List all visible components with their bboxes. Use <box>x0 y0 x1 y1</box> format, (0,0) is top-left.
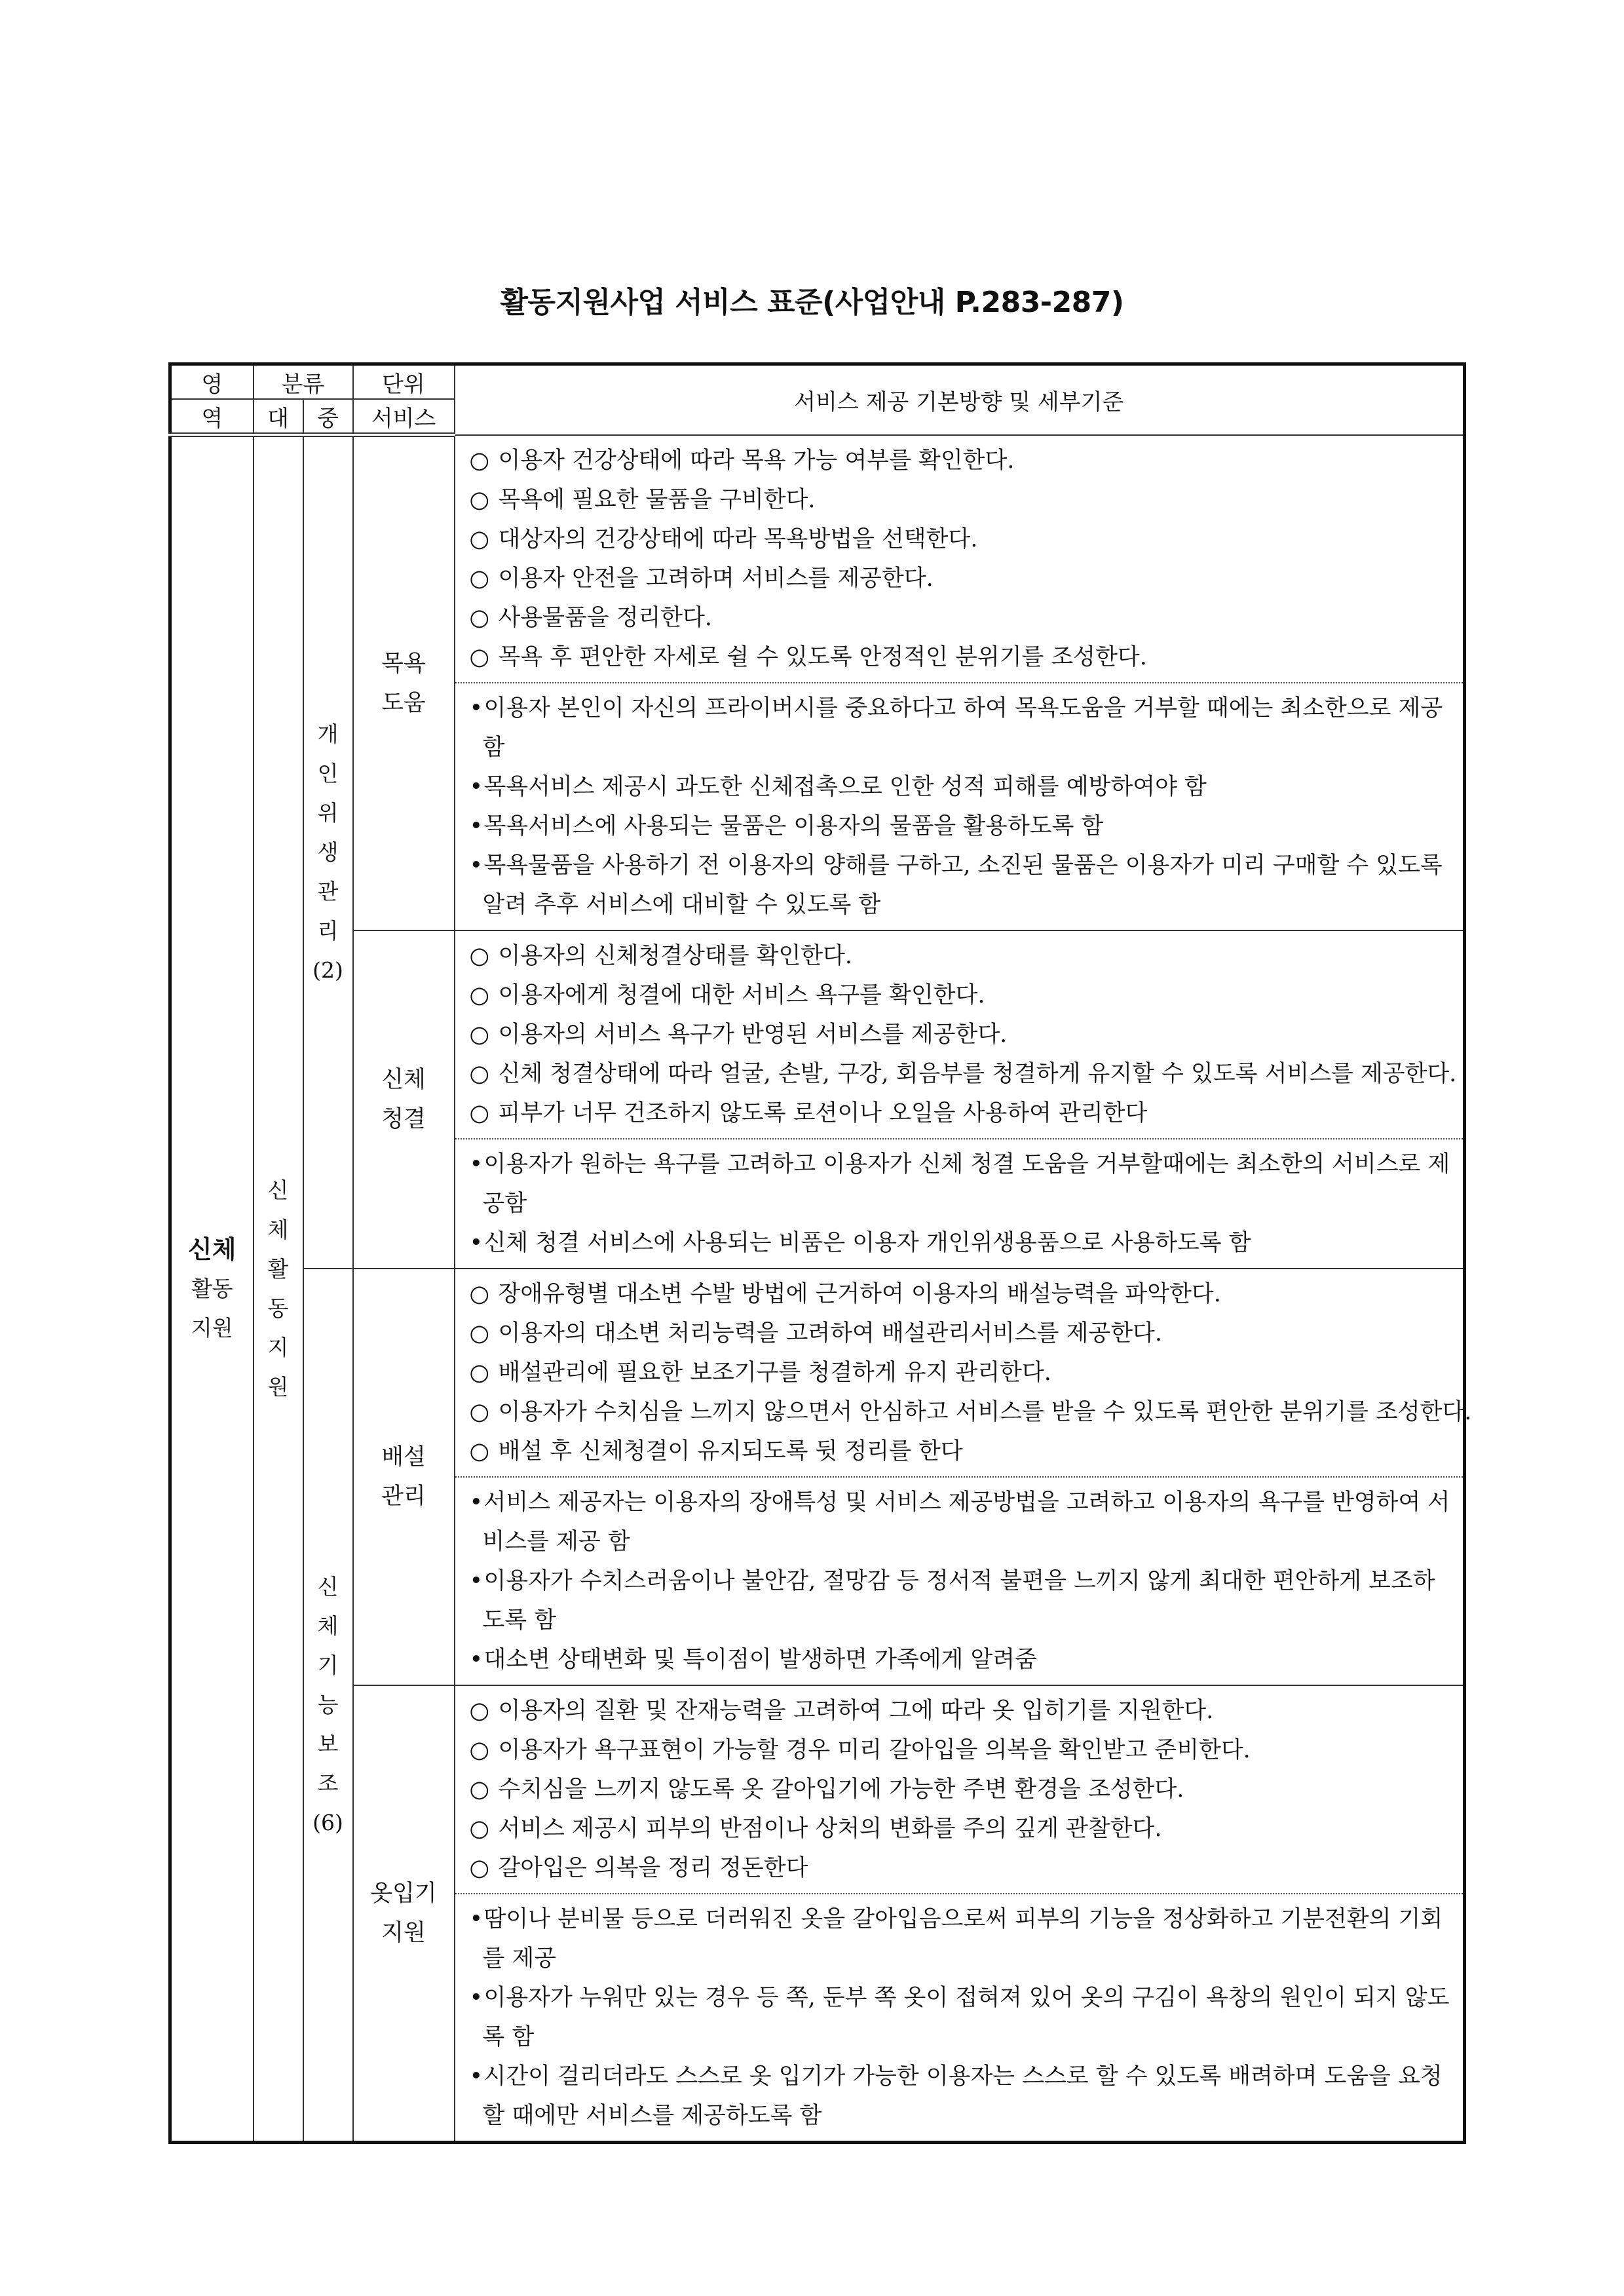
header-standard: 서비스 제공 기본방향 및 세부기준 <box>455 364 1465 435</box>
circle-marker-icon: ○ <box>469 1021 490 1048</box>
direction-item <box>469 1054 1457 1094</box>
middle-cell <box>303 1269 353 2143</box>
direction-text: 이용자가 욕구표현이 가능할 경우 미리 갈아입을 의복을 확인받고 준비한다. <box>498 1736 1251 1763</box>
service-row <box>170 435 1465 930</box>
circle-marker-icon: ○ <box>469 526 490 552</box>
criterion-item <box>470 2057 1451 2135</box>
direction-text: 배설 후 신체청결이 유지되도록 뒷 정리를 한다 <box>498 1438 963 1464</box>
criterion-item <box>470 1978 1451 2057</box>
standard-content <box>470 441 1451 925</box>
bullet-icon: • <box>469 1646 483 1673</box>
direction-text: 피부가 너무 건조하지 않도록 로션이나 오일을 사용하여 관리한다 <box>498 1100 1148 1126</box>
direction-text: 갈아입은 의복을 정리 정돈한다 <box>498 1854 808 1881</box>
unit-service-name <box>354 1438 454 1516</box>
bullet-icon: • <box>469 813 483 839</box>
unit-service-name-line: 배설 <box>381 1444 426 1470</box>
direction-text: 이용자에게 청결에 대한 서비스 욕구를 확인한다. <box>498 982 985 1008</box>
circle-marker-icon: ○ <box>469 982 490 1008</box>
bullet-icon: • <box>469 1489 483 1516</box>
unit-service-name-line: 목욕 <box>381 650 426 677</box>
direction-text: 사용물품을 정리한다. <box>498 604 713 631</box>
direction-item <box>470 1094 1451 1133</box>
major-char: 원 <box>267 1373 289 1400</box>
circle-marker-icon: ○ <box>469 1100 490 1126</box>
criterion-item <box>470 1640 1451 1679</box>
direction-text: 신체 청결상태에 따라 얼굴, 손발, 구강, 회음부를 청결하게 유지할 수 있도록 서비스를 제공한다. <box>498 1060 1457 1087</box>
middle-char: 조 <box>317 1770 339 1796</box>
middle-char: 기 <box>317 1652 339 1678</box>
criterion-item <box>470 1561 1451 1640</box>
direction-item <box>470 1848 1451 1888</box>
unit-service-name <box>354 1060 454 1139</box>
section-divider <box>455 1893 1463 1894</box>
criterion-text: 대소변 상태변화 및 특이점이 발생하면 가족에게 알려줌 <box>483 1646 1037 1673</box>
circle-marker-icon: ○ <box>469 1854 490 1881</box>
middle-char: 체 <box>317 1613 339 1639</box>
bullet-icon: • <box>469 1984 483 2011</box>
criterion-text: 신체 청결 서비스에 사용되는 비품은 이용자 개인위생용품으로 사용하도록 함 <box>483 1229 1251 1256</box>
document-title: 활동지원사업 서비스 표준(사업안내 P.283-287) <box>500 286 1124 319</box>
area-sub-2: 지원 <box>191 1314 233 1341</box>
major-char: 활 <box>267 1255 289 1282</box>
bullet-icon: • <box>469 773 483 800</box>
unit-service-name-line: 도움 <box>381 689 426 716</box>
direction-item <box>470 520 1451 559</box>
criterion-text: 목욕서비스에 사용되는 물품은 이용자의 물품을 활용하도록 함 <box>483 813 1104 839</box>
unit-service-cell <box>353 930 455 1269</box>
direction-item <box>470 1770 1451 1809</box>
direction-item <box>470 976 1451 1015</box>
middle-char: 개 <box>317 721 339 747</box>
bullet-icon: • <box>469 695 483 721</box>
direction-item <box>470 1314 1451 1353</box>
direction-item <box>470 441 1451 480</box>
standard-cell <box>455 930 1465 1269</box>
unit-service-name-line: 신체 <box>381 1066 426 1093</box>
direction-text: 수치심을 느끼지 않도록 옷 갈아입기에 가능한 주변 환경을 조성한다. <box>498 1776 1184 1803</box>
criterion-text: 목욕서비스 제공시 과도한 신체접촉으로 인한 성적 피해를 예방하여야 함 <box>483 773 1207 800</box>
bullet-icon: • <box>469 1151 483 1177</box>
criterion-item <box>470 767 1451 807</box>
criterion-text: 이용자 본인이 자신의 프라이버시를 중요하다고 하여 목욕도움을 거부할 때에는 최소한으로 제공함 <box>482 695 1443 761</box>
circle-marker-icon: ○ <box>469 643 490 670</box>
area-main: 신체 <box>188 1234 236 1264</box>
direction-text: 장애유형별 대소변 수발 방법에 근거하여 이용자의 배설능력을 파악한다. <box>498 1280 1221 1307</box>
service-row <box>170 1269 1465 1685</box>
circle-marker-icon: ○ <box>469 604 490 631</box>
criterion-text: 시간이 걸리더라도 스스로 옷 입기가 가능한 이용자는 스스로 할 수 있도록 배려하며 도움을 요청할 때에만 서비스를 제공하도록 함 <box>482 2063 1443 2129</box>
direction-text: 이용자 안전을 고려하며 서비스를 제공한다. <box>498 565 934 592</box>
criterion-text: 이용자가 수치스러움이나 불안감, 절망감 등 정서적 불편을 느끼지 않게 최대한 편안하게 보조하도록 함 <box>482 1567 1435 1634</box>
direction-item <box>470 559 1451 598</box>
direction-text: 이용자의 서비스 욕구가 반영된 서비스를 제공한다. <box>498 1021 1008 1048</box>
major-label <box>254 1171 303 1407</box>
major-cell <box>254 435 303 2143</box>
unit-service-cell <box>353 435 455 930</box>
middle-char: 리 <box>317 917 339 944</box>
standard-cell <box>455 1685 1465 2143</box>
standard-content <box>470 1691 1451 2135</box>
criterion-text: 이용자가 원하는 욕구를 고려하고 이용자가 신체 청결 도움을 거부할때에는 최소한의 서비스로 제공함 <box>482 1151 1450 1217</box>
middle-char: 보 <box>317 1731 339 1757</box>
middle-char: 능 <box>317 1691 339 1717</box>
direction-item <box>470 480 1451 520</box>
circle-marker-icon: ○ <box>469 942 490 969</box>
header-major: 대 <box>254 399 303 435</box>
direction-item <box>470 936 1451 976</box>
criterion-item <box>470 846 1451 925</box>
circle-marker-icon: ○ <box>469 1320 490 1347</box>
middle-char: (2) <box>312 957 343 983</box>
unit-service-name-line: 관리 <box>381 1483 426 1510</box>
direction-text: 이용자 건강상태에 따라 목욕 가능 여부를 확인한다. <box>498 447 1015 474</box>
unit-service-name-line: 지원 <box>381 1919 426 1946</box>
unit-service-cell <box>353 1269 455 1685</box>
section-divider <box>455 1138 1463 1139</box>
criterion-text: 땀이나 분비물 등으로 더러워진 옷을 갈아입음으로써 피부의 기능을 정상화하고 기분전환의 기회를 제공 <box>482 1905 1443 1972</box>
middle-label <box>304 1567 352 1843</box>
middle-char: (6) <box>312 1809 343 1835</box>
middle-label <box>304 715 352 990</box>
circle-marker-icon: ○ <box>469 1815 490 1842</box>
service-row <box>170 930 1465 1269</box>
header-row <box>170 364 1465 400</box>
service-standard-table <box>168 362 1472 2144</box>
bullet-icon: • <box>469 2063 483 2090</box>
header-middle: 중 <box>303 399 353 435</box>
criterion-text: 목욕물품을 사용하기 전 이용자의 양해를 구하고, 소진된 물품은 이용자가 미리 구매할 수 있도록 알려 추후 서비스에 대비할 수 있도록 함 <box>482 852 1443 918</box>
service-row <box>170 1685 1465 2143</box>
unit-service-name-line: 옷입기 <box>370 1880 437 1907</box>
middle-char: 신 <box>317 1573 339 1599</box>
middle-char: 관 <box>317 878 339 904</box>
standard-cell <box>455 1269 1472 1685</box>
direction-item <box>470 1809 1451 1848</box>
circle-marker-icon: ○ <box>469 1280 490 1307</box>
standard-cell <box>455 435 1465 930</box>
major-char: 신 <box>267 1177 289 1203</box>
circle-marker-icon: ○ <box>469 1736 490 1763</box>
header-unit-service-2: 서비스 <box>353 399 455 435</box>
criterion-item <box>470 807 1451 846</box>
direction-item <box>469 1392 1472 1432</box>
criterion-item <box>470 1483 1451 1561</box>
circle-marker-icon: ○ <box>469 447 490 474</box>
circle-marker-icon: ○ <box>469 1438 490 1464</box>
criterion-item <box>470 1145 1451 1223</box>
middle-char: 인 <box>317 760 339 786</box>
direction-item <box>470 638 1451 677</box>
header-area-2: 역 <box>170 399 254 435</box>
direction-text: 대상자의 건강상태에 따라 목욕방법을 선택한다. <box>498 526 978 552</box>
direction-item <box>470 598 1451 638</box>
direction-text: 배설관리에 필요한 보조기구를 청결하게 유지 관리한다. <box>498 1359 1051 1386</box>
direction-item <box>470 1432 1451 1471</box>
major-char: 체 <box>267 1216 289 1242</box>
major-char: 동 <box>267 1295 289 1321</box>
circle-marker-icon: ○ <box>469 1359 490 1386</box>
section-divider <box>455 682 1463 683</box>
direction-item <box>470 1353 1451 1392</box>
bullet-icon: • <box>469 852 483 879</box>
unit-service-cell <box>353 1685 455 2143</box>
direction-text: 이용자의 질환 및 잔재능력을 고려하여 그에 따라 옷 입히기를 지원한다. <box>498 1697 1214 1724</box>
area-cell <box>170 435 254 2143</box>
bullet-icon: • <box>469 1229 483 1256</box>
bullet-icon: • <box>469 1567 483 1594</box>
circle-marker-icon: ○ <box>469 1697 490 1724</box>
criterion-item <box>470 1223 1451 1263</box>
unit-service-name <box>354 1874 454 1953</box>
direction-text: 이용자가 수치심을 느끼지 않으면서 안심하고 서비스를 받을 수 있도록 편안한 분위기를 조성한다. <box>498 1398 1472 1425</box>
section-divider <box>455 1476 1463 1478</box>
major-char: 지 <box>267 1334 289 1360</box>
header-unit-service-1: 단위 <box>353 364 455 400</box>
unit-service-name-line: 청결 <box>381 1105 426 1132</box>
direction-text: 목욕에 필요한 물품을 구비한다. <box>498 486 816 513</box>
circle-marker-icon: ○ <box>469 1776 490 1803</box>
direction-item <box>470 1015 1451 1054</box>
header-classification: 분류 <box>254 364 353 400</box>
unit-service-name <box>354 644 454 723</box>
bullet-icon: • <box>469 1905 483 1932</box>
middle-char: 생 <box>317 839 339 865</box>
criterion-item <box>470 689 1451 767</box>
direction-text: 이용자의 신체청결상태를 확인한다. <box>498 942 853 969</box>
area-sub-1: 활동 <box>191 1275 233 1301</box>
header-area-1: 영 <box>170 364 254 400</box>
circle-marker-icon: ○ <box>469 486 490 513</box>
middle-char: 위 <box>317 799 339 826</box>
direction-item <box>470 1691 1451 1731</box>
direction-text: 이용자의 대소변 처리능력을 고려하여 배설관리서비스를 제공한다. <box>498 1320 1162 1347</box>
direction-text: 서비스 제공시 피부의 반점이나 상처의 변화를 주의 깊게 관찰한다. <box>498 1815 1162 1842</box>
standard-content <box>469 936 1457 1263</box>
direction-item <box>470 1274 1451 1314</box>
criterion-text: 이용자가 누워만 있는 경우 등 쪽, 둔부 쪽 옷이 접혀져 있어 옷의 구김이 욕창의 원인이 되지 않도록 함 <box>482 1984 1450 2050</box>
direction-item <box>470 1731 1451 1770</box>
criterion-item <box>470 1900 1451 1978</box>
circle-marker-icon: ○ <box>469 1398 490 1425</box>
standard-content <box>469 1274 1472 1679</box>
middle-cell <box>303 435 353 1269</box>
circle-marker-icon: ○ <box>469 1060 490 1087</box>
circle-marker-icon: ○ <box>469 565 490 592</box>
direction-text: 목욕 후 편안한 자세로 쉴 수 있도록 안정적인 분위기를 조성한다. <box>498 643 1147 670</box>
criterion-text: 서비스 제공자는 이용자의 장애특성 및 서비스 제공방법을 고려하고 이용자의 욕구를 반영하여 서비스를 제공 함 <box>482 1489 1450 1555</box>
